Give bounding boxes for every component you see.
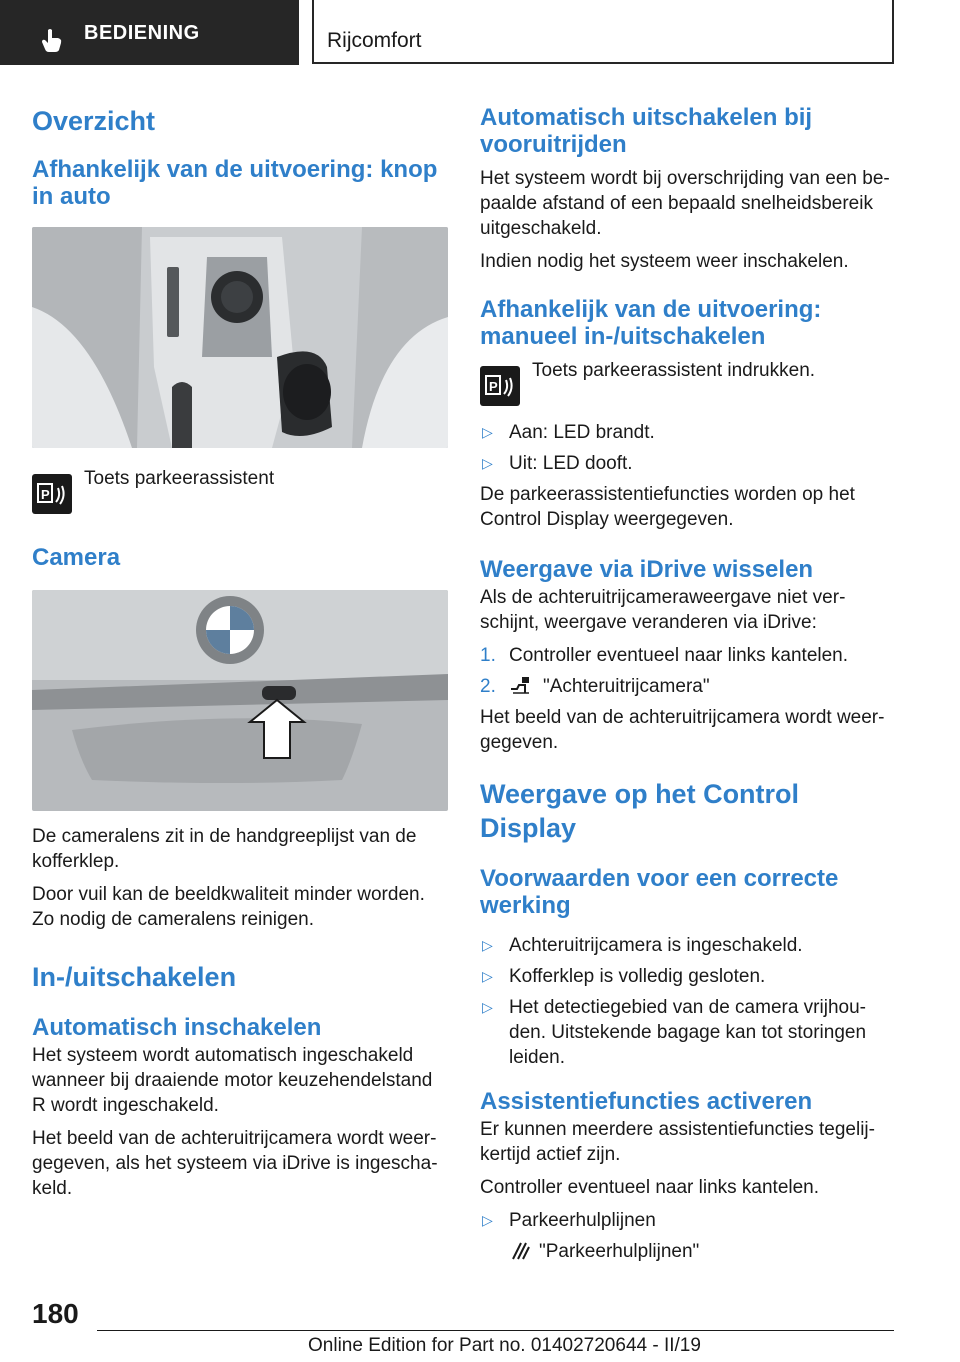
camera-paragraph-2: Door vuil kan de beeldkwaliteit minder worden. Zo nodig de cameralens reinigen. xyxy=(32,884,425,930)
triangle-bullet-icon: ▷ xyxy=(482,1212,493,1228)
list-item xyxy=(480,1208,896,1233)
assist-sub-item xyxy=(480,1239,896,1264)
list-item xyxy=(480,933,896,958)
overzicht-heading: Overzicht xyxy=(32,106,156,136)
triangle-bullet-icon: ▷ xyxy=(482,937,493,953)
assist-list xyxy=(480,1208,896,1233)
auto-uit-paragraph-1: Het systeem wordt bij overschrijding van een bepaalde afstand of een bepaald snelheidsbereik uitgeschakeld. xyxy=(480,168,890,239)
knop-heading: Afhankelijk van de uitvoering: knop in auto xyxy=(32,156,438,210)
triangle-bullet-icon: ▷ xyxy=(482,455,493,471)
list-item-text: Controller eventueel naar links kantelen. xyxy=(509,645,849,666)
auto-uit-heading: Automatisch uitschakelen bij vooruitrijden xyxy=(480,104,813,158)
list-item-text: Het detectiegebied van de camera vrijhouden. Uitstekende bagage kan tot storingen leiden. xyxy=(509,997,867,1068)
assist-heading: Assistentiefuncties activeren xyxy=(480,1088,813,1115)
list-item-text: "Achteruitrijcamera" xyxy=(543,676,710,697)
rear-camera-icon xyxy=(509,675,533,695)
auto-in-paragraph-1: Het systeem wordt automatisch ingeschakeld wanneer bij draaiende motor keuzehendelstand R wordt ingeschakeld. xyxy=(32,1045,433,1116)
chapter-label: Rijcomfort xyxy=(327,29,422,52)
section-tab[interactable] xyxy=(0,0,299,65)
triangle-bullet-icon: ▷ xyxy=(482,999,493,1015)
list-item xyxy=(480,643,896,668)
list-item-text: Kofferklep is volledig gesloten. xyxy=(509,966,766,987)
list-item xyxy=(480,674,896,699)
console-photo xyxy=(32,227,448,448)
section-label: BEDIENING xyxy=(84,22,200,44)
hand-pointer-icon xyxy=(38,26,66,54)
parking-lines-icon xyxy=(509,1239,533,1261)
page-number: 180 xyxy=(32,1298,79,1329)
triangle-bullet-icon: ▷ xyxy=(482,424,493,440)
idrive-paragraph: Als de achteruitrijcameraweergave niet verschijnt, weergave veranderen via iDrive: xyxy=(480,587,846,633)
left-column xyxy=(32,100,448,1201)
camera-paragraph-1: De cameralens zit in de handgreeplijst van de kofferklep. xyxy=(32,826,417,872)
inuit-heading: In-/uitschakelen xyxy=(32,962,237,992)
toets-label: Toets parkeerassistent xyxy=(84,468,275,489)
svg-text:P: P xyxy=(489,379,498,394)
manueel-paragraph: De parkeerassistentiefuncties worden op het Control Display weergegeven. xyxy=(480,484,855,530)
idrive-paragraph-2: Het beeld van de achteruitrijcamera wordt weergegeven. xyxy=(480,707,885,753)
list-item-text: Uit: LED dooft. xyxy=(509,453,633,474)
assist-sub-text: "Parkeerhulplijnen" xyxy=(539,1241,700,1262)
step-number: 2. xyxy=(480,676,496,697)
svg-text:P: P xyxy=(41,487,50,502)
triangle-bullet-icon: ▷ xyxy=(482,968,493,984)
voorwaarden-list xyxy=(480,933,896,1070)
assist-paragraph-2: Controller eventueel naar links kantelen. xyxy=(480,1177,820,1198)
idrive-steps xyxy=(480,643,896,699)
display-heading: Weergave op het Control Display xyxy=(480,779,800,843)
voorwaarden-heading: Voorwaarden voor een correcte werking xyxy=(480,865,839,919)
park-assist-icon xyxy=(480,366,520,406)
idrive-heading: Weergave via iDrive wisselen xyxy=(480,556,814,583)
list-item xyxy=(480,964,896,989)
list-item xyxy=(480,995,896,1070)
manueel-icon-text: Toets parkeerassistent indrukken. xyxy=(532,360,816,381)
camera-photo xyxy=(32,590,448,811)
manueel-heading: Afhankelijk van de uitvoering: manueel in-/uitschakelen xyxy=(480,296,822,350)
auto-uit-paragraph-2: Indien nodig het systeem weer inschakelen. xyxy=(480,251,849,272)
right-column xyxy=(480,100,896,1264)
camera-heading: Camera xyxy=(32,544,121,571)
chapter-header xyxy=(312,0,894,64)
list-item-text: Achteruitrijcamera is ingeschakeld. xyxy=(509,935,803,956)
auto-in-heading: Automatisch inschakelen xyxy=(32,1014,322,1041)
footer-divider xyxy=(97,1330,894,1331)
step-number: 1. xyxy=(480,645,496,666)
list-item-text: Aan: LED brandt. xyxy=(509,422,655,443)
list-item-text: Parkeerhulplijnen xyxy=(509,1210,656,1231)
manueel-icon-row xyxy=(480,360,896,406)
assist-paragraph-1: Er kunnen meerdere assistentiefuncties tegelijkertijd actief zijn. xyxy=(480,1119,875,1165)
manueel-list xyxy=(480,420,896,476)
footer-edition: Online Edition for Part no. 01402720644 - II/19 xyxy=(308,1335,701,1356)
list-item xyxy=(480,420,896,445)
list-item xyxy=(480,451,896,476)
park-assist-icon xyxy=(32,474,72,514)
auto-in-paragraph-2: Het beeld van de achteruitrijcamera wordt weergegeven, als het systeem via iDrive is ingeschakeld. xyxy=(32,1128,438,1199)
toets-row xyxy=(32,468,448,514)
